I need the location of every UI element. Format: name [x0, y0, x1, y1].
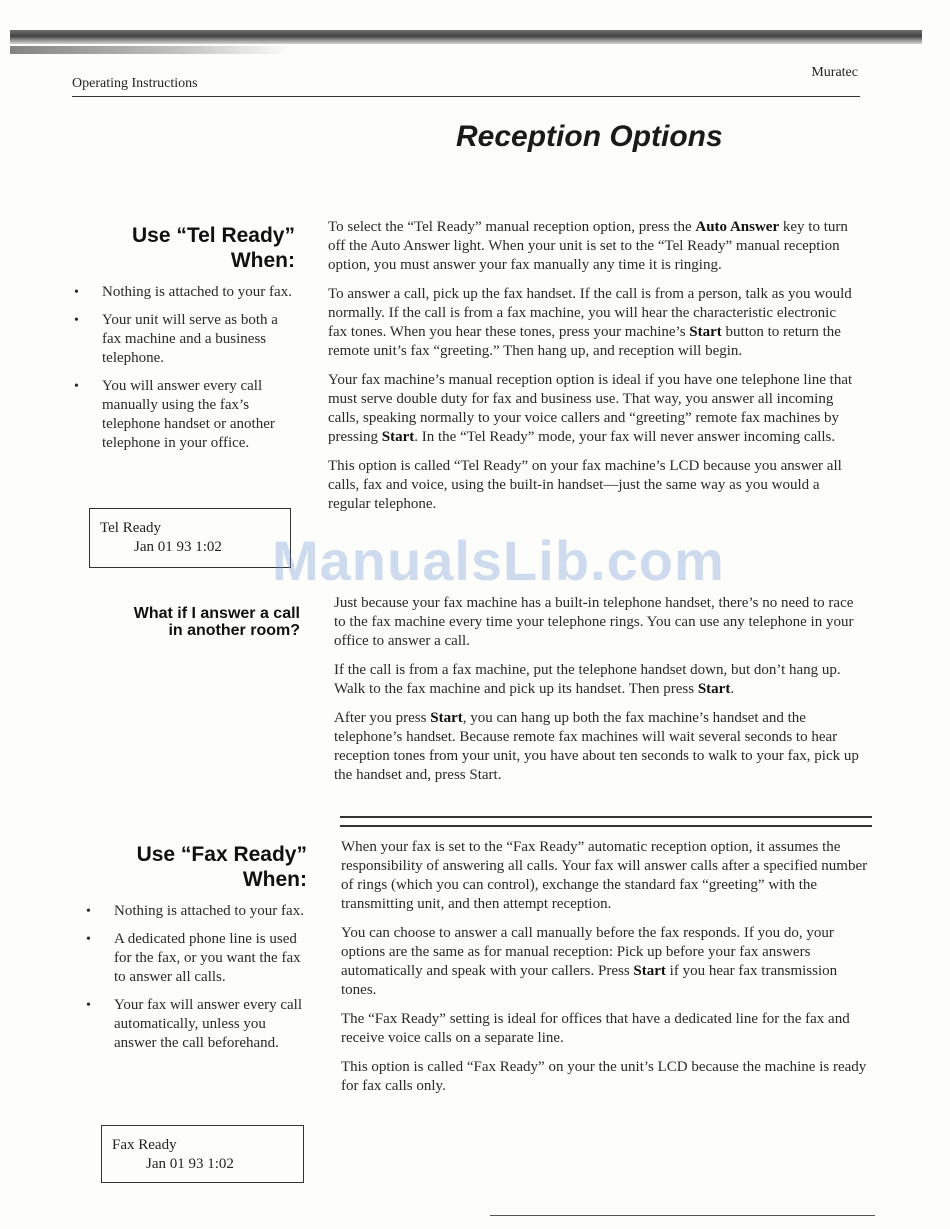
paragraph: To answer a call, pick up the fax handset. If the call is from a person, talk as you would normally. If the call is from a fax machine, you will hear the characteristic electronic fax tones. When you hear these tones, press your machine’s Start button to return the remote unit’s fax “greeting.” Then hang up, and reception will begin.: [328, 286, 852, 359]
paragraph: Your fax machine’s manual reception option is ideal if you have one telephone line that must serve double duty for fax and business use. That way, you answer all incoming calls, speaking normally to your voice callers and “greeting” remote fax machines by pressing Start. In the “Tel Ready” mode, your fax will never answer incoming calls.: [328, 372, 853, 445]
page-title: Reception Options: [456, 120, 723, 153]
watermark: ManualsLib.com: [272, 529, 725, 592]
list-item: • Your unit will serve as both a fax machine and a business telephone.: [74, 311, 300, 368]
other-room-heading: [134, 605, 300, 639]
list-item: • Nothing is attached to your fax.: [86, 902, 306, 921]
fax-ready-lcd-display: [101, 1125, 304, 1183]
fax-ready-heading-line2: When:: [242, 868, 307, 891]
paragraph: After you press Start, you can hang up both the fax machine’s handset and the telephone’s handset. Because remote fax machines will wait several seconds to hear reception tones from your unit, you have about ten seconds to walk to your fax, pick up the handset and, press Start.: [334, 710, 859, 783]
other-room-heading-line2: in another room?: [168, 622, 300, 639]
footer-rule: [490, 1215, 875, 1216]
tel-ready-heading-line1: Use “Tel Ready”: [131, 224, 295, 247]
paragraph: This option is called “Fax Ready” on your the unit’s LCD because the machine is ready for fax calls only.: [341, 1059, 867, 1094]
tel-ready-bullets: [74, 283, 300, 462]
other-room-heading-line1: What if I answer a call: [133, 605, 300, 622]
tel-ready-lcd-display: [89, 508, 291, 568]
list-item: • Nothing is attached to your fax.: [74, 283, 300, 302]
list-item: • Your fax will answer every call automatically, unless you answer the call beforehand.: [86, 996, 306, 1053]
paragraph: When your fax is set to the “Fax Ready” automatic reception option, it assumes the responsibility of answering all calls. Your fax will answer calls after a specified number of rings (which you can control), exchange the standard fax “greeting” with the transmitting unit, and then attempt reception.: [341, 839, 868, 912]
list-item: • You will answer every call manually using the fax’s telephone handset or another telephone in your office.: [74, 377, 300, 453]
tel-ready-body: [328, 218, 858, 524]
tel-ready-heading-line2: When:: [230, 249, 295, 272]
fax-ready-heading: [137, 842, 307, 892]
lcd-line2: Jan 01 93 1:02: [134, 539, 222, 555]
section-divider-top: [340, 816, 872, 818]
header-rule: [72, 96, 860, 97]
lcd-line2: Jan 01 93 1:02: [146, 1156, 234, 1172]
fax-ready-bullets: [86, 902, 306, 1062]
header-left: Operating Instructions: [72, 76, 198, 91]
tel-ready-heading: [132, 223, 295, 273]
section-divider-bottom: [340, 825, 872, 827]
lcd-line1: Fax Ready: [112, 1137, 177, 1153]
lcd-line1: Tel Ready: [100, 520, 162, 536]
paragraph: This option is called “Tel Ready” on your fax machine’s LCD because you answer all calls, fax and voice, using the built-in handset—just the same way as you would a regular telephone.: [328, 458, 842, 512]
paragraph: The “Fax Ready” setting is ideal for offices that have a dedicated line for the fax and receive voice calls on a separate line.: [341, 1011, 850, 1046]
scan-artifact-bar-lower: [10, 46, 290, 54]
paragraph: You can choose to answer a call manually before the fax responds. If you do, your options are the same as for manual reception: Pick up before your fax answers automatically and speak with your callers. Press Start if you hear fax transmission tones.: [341, 925, 838, 998]
other-room-body: [334, 594, 868, 795]
list-item: • A dedicated phone line is used for the fax, or you want the fax to answer all calls.: [86, 930, 306, 987]
header-right: Muratec: [811, 65, 858, 80]
fax-ready-body: [341, 838, 873, 1106]
paragraph: Just because your fax machine has a built-in telephone handset, there’s no need to race to the fax machine every time your telephone rings. You can use any telephone in your office to answer a call.: [334, 595, 854, 649]
scan-artifact-bar: [10, 30, 922, 44]
paragraph: If the call is from a fax machine, put the telephone handset down, but don’t hang up. Walk to the fax machine and pick up its handset. Then press Start.: [334, 662, 841, 697]
fax-ready-heading-line1: Use “Fax Ready”: [136, 843, 307, 866]
paragraph: To select the “Tel Ready” manual reception option, press the Auto Answer key to turn off the Auto Answer light. When your unit is set to the “Tel Ready” manual reception option, you must answer your fax manually any time it is ringing.: [328, 219, 848, 273]
